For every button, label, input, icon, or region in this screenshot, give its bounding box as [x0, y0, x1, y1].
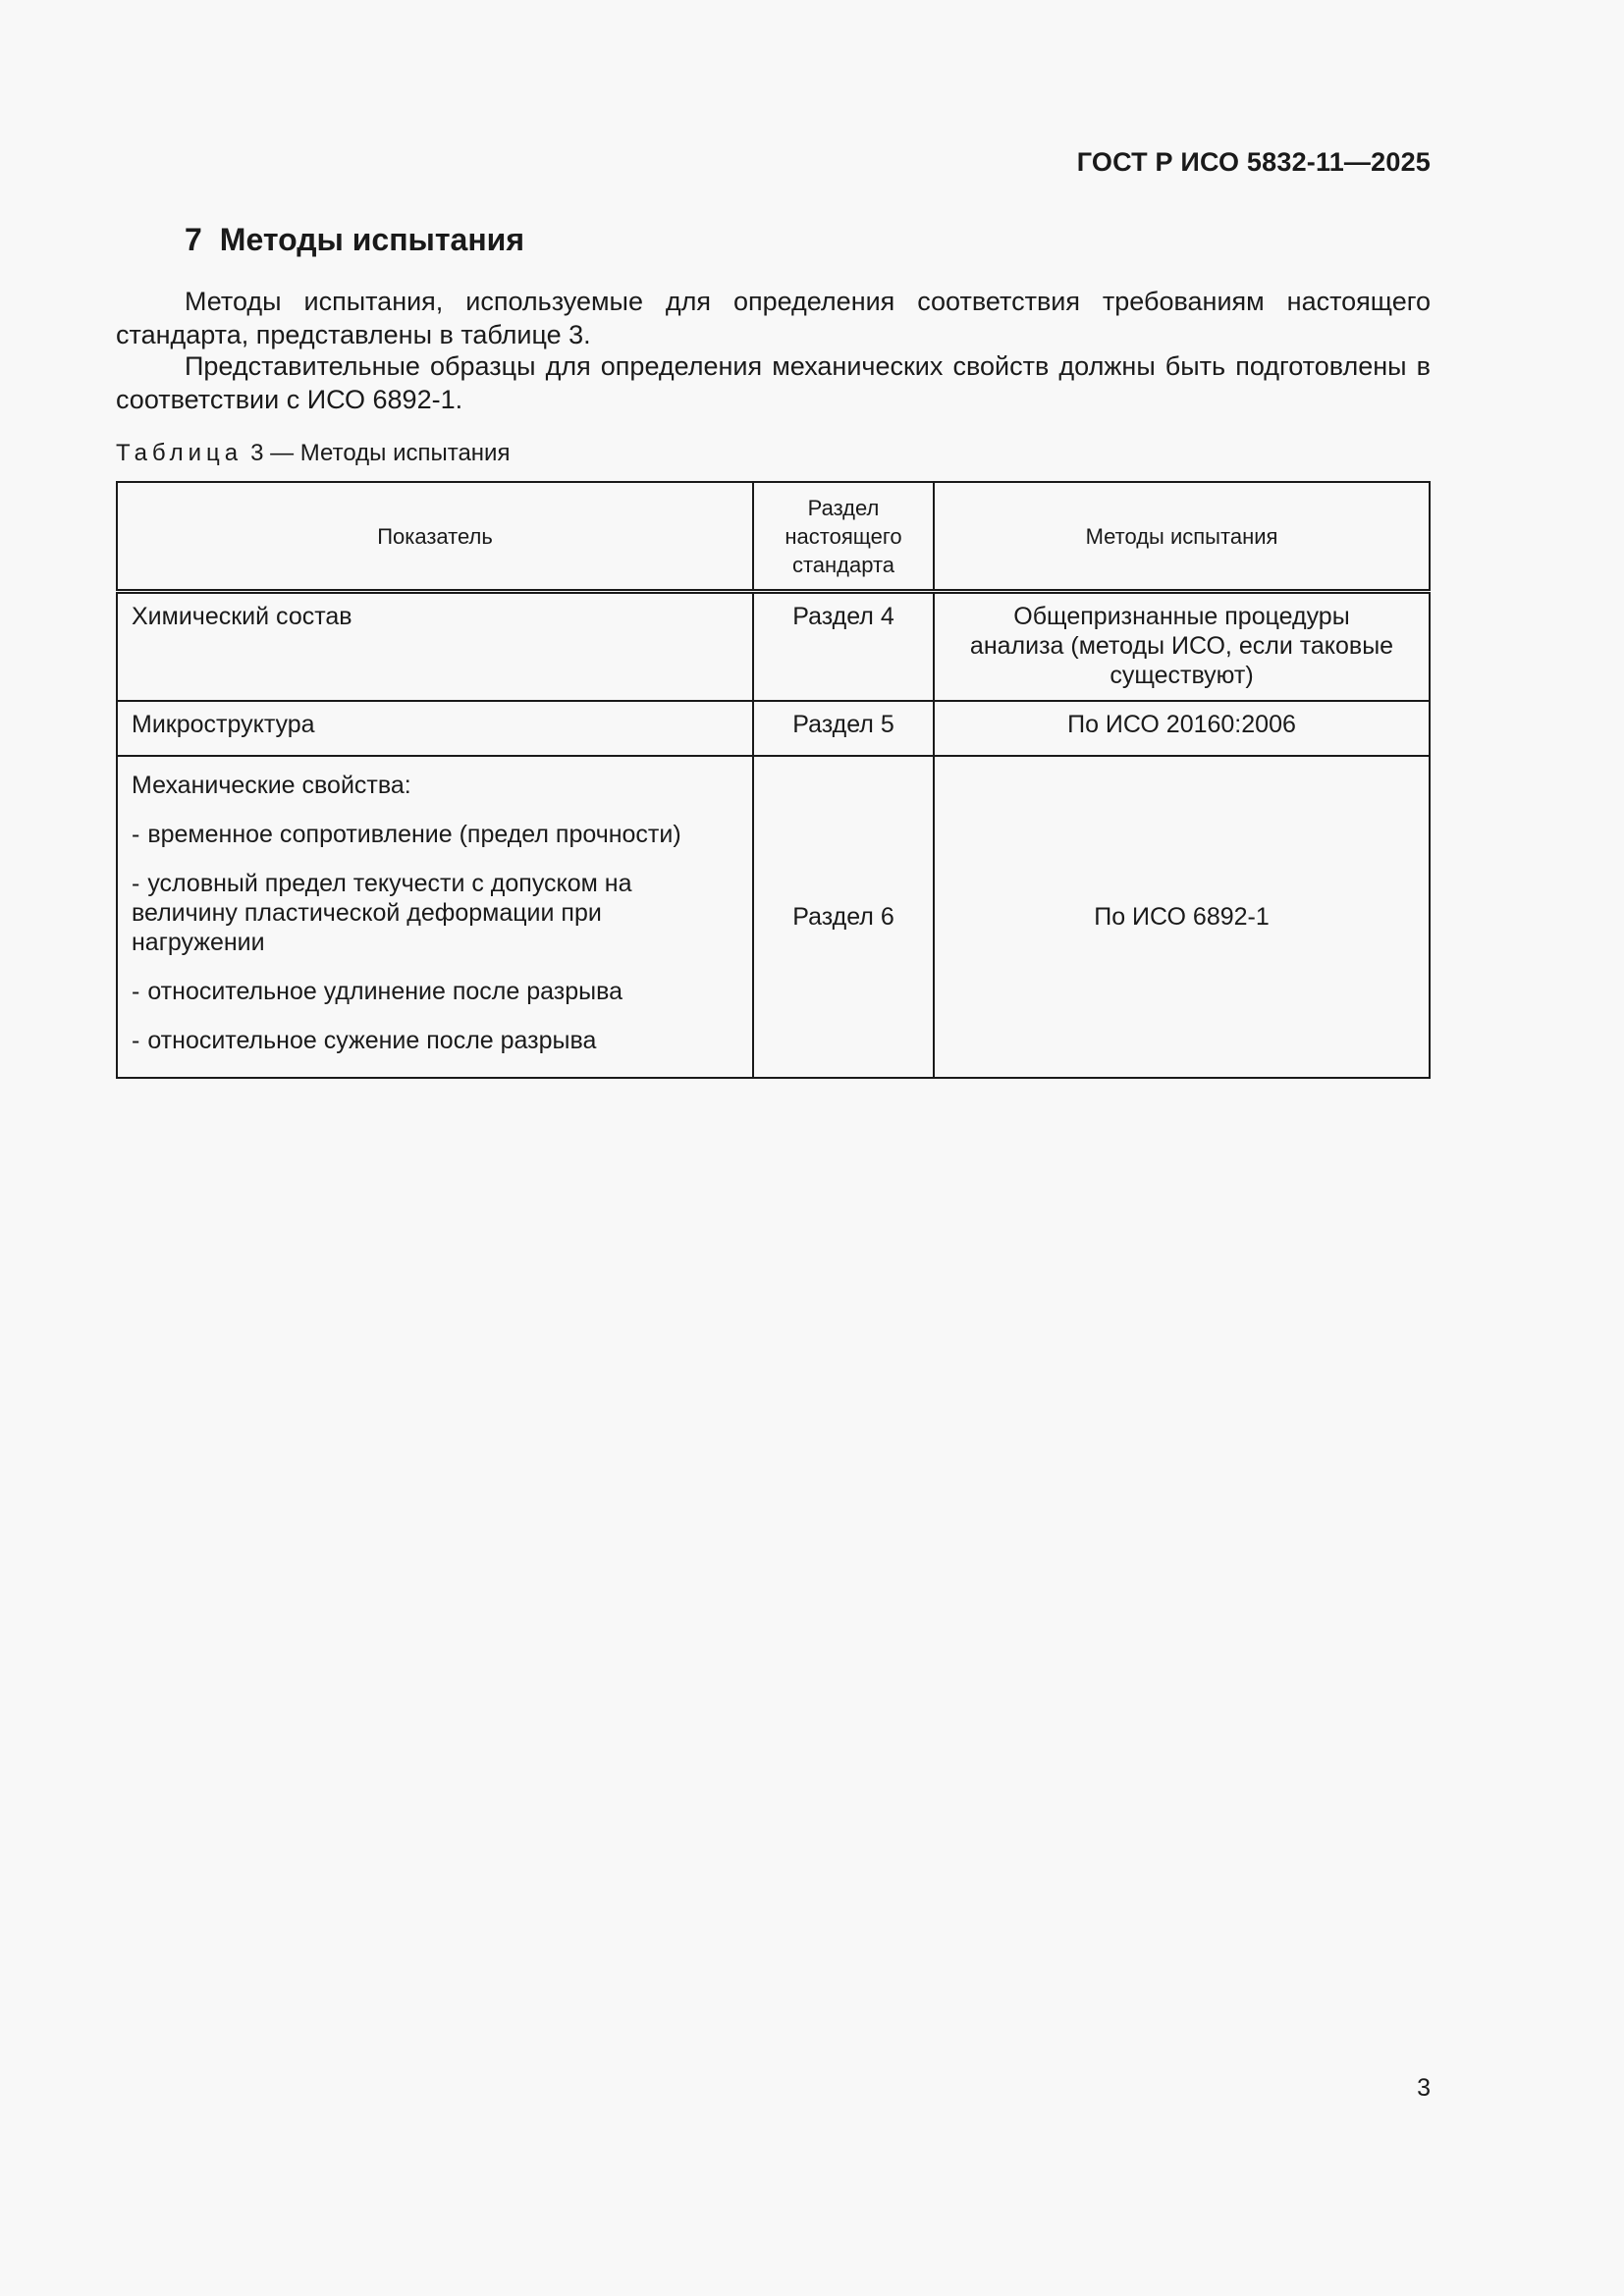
- mech-item-1-text: временное сопротивление (предел прочности): [147, 821, 681, 848]
- paragraph-2-text: Представительные образцы для определения механических свойств должны быть подготовлены в соответствии с ИСО 6892-1.: [116, 351, 1431, 414]
- test-methods-table: [116, 481, 1431, 1079]
- table-row: [117, 592, 1430, 702]
- cell-indicator-mech: [117, 756, 753, 1078]
- table-caption: [116, 440, 510, 467]
- mech-item-2-text: условный предел текучести с допуском на величину пластической деформации при нагружении: [132, 870, 632, 956]
- mech-item-4-text: относительное сужение после разрыва: [147, 1027, 597, 1054]
- header-section-line-2: настоящего: [785, 523, 902, 549]
- mech-item-3-text: относительное удлинение после разрыва: [147, 978, 623, 1005]
- page-number: 3: [1417, 2074, 1431, 2102]
- document-code: ГОСТ Р ИСО 5832-11—2025: [1076, 147, 1431, 177]
- mech-item-1: [132, 820, 738, 849]
- cell-method-micro: По ИСО 20160:2006: [934, 701, 1430, 756]
- mech-heading: Механические свойства:: [132, 772, 411, 799]
- paragraph-1-text: Методы испытания, используемые для определения соответствия требованиям настоящего стандарта, представлены в таблице 3.: [116, 287, 1431, 349]
- method-chem-line-1: Общепризнанные процедуры: [1013, 603, 1350, 630]
- method-chem-line-3: существуют): [1110, 662, 1254, 689]
- mech-item-2: [132, 869, 738, 957]
- list-dash: -: [132, 870, 140, 897]
- header-indicator-text: Показатель: [377, 523, 493, 549]
- list-dash: -: [132, 1027, 140, 1054]
- table-caption-text: 3 — Методы испытания: [250, 440, 511, 466]
- section-title: [185, 222, 524, 258]
- list-dash: -: [132, 821, 140, 848]
- table-caption-prefix: Таблица: [116, 440, 244, 466]
- header-section: [753, 482, 934, 592]
- cell-method-chem: [934, 592, 1430, 702]
- header-methods: [934, 482, 1430, 592]
- section-number: 7: [185, 222, 202, 257]
- header-indicator: [117, 482, 753, 592]
- cell-indicator-micro: Микроструктура: [117, 701, 753, 756]
- mech-item-3: [132, 977, 738, 1006]
- section-title-text: Методы испытания: [219, 222, 524, 257]
- header-section-line-3: стандарта: [791, 552, 895, 577]
- header-methods-text: Методы испытания: [1085, 523, 1278, 549]
- table-row: [117, 756, 1430, 1078]
- table-header-row: [117, 482, 1430, 592]
- list-dash: -: [132, 978, 140, 1005]
- method-chem-line-2: анализа (методы ИСО, если таковые: [969, 632, 1394, 660]
- table-row: [117, 701, 1430, 756]
- cell-section-chem: Раздел 4: [753, 592, 934, 702]
- cell-section-mech: Раздел 6: [753, 756, 934, 1078]
- header-section-line-1: Раздел: [807, 495, 880, 520]
- cell-indicator-chem: Химический состав: [117, 592, 753, 702]
- cell-method-mech: По ИСО 6892-1: [934, 756, 1430, 1078]
- paragraph-1: [116, 285, 1431, 351]
- cell-section-micro: Раздел 5: [753, 701, 934, 756]
- mech-item-4: [132, 1026, 738, 1055]
- paragraph-2: [116, 349, 1431, 416]
